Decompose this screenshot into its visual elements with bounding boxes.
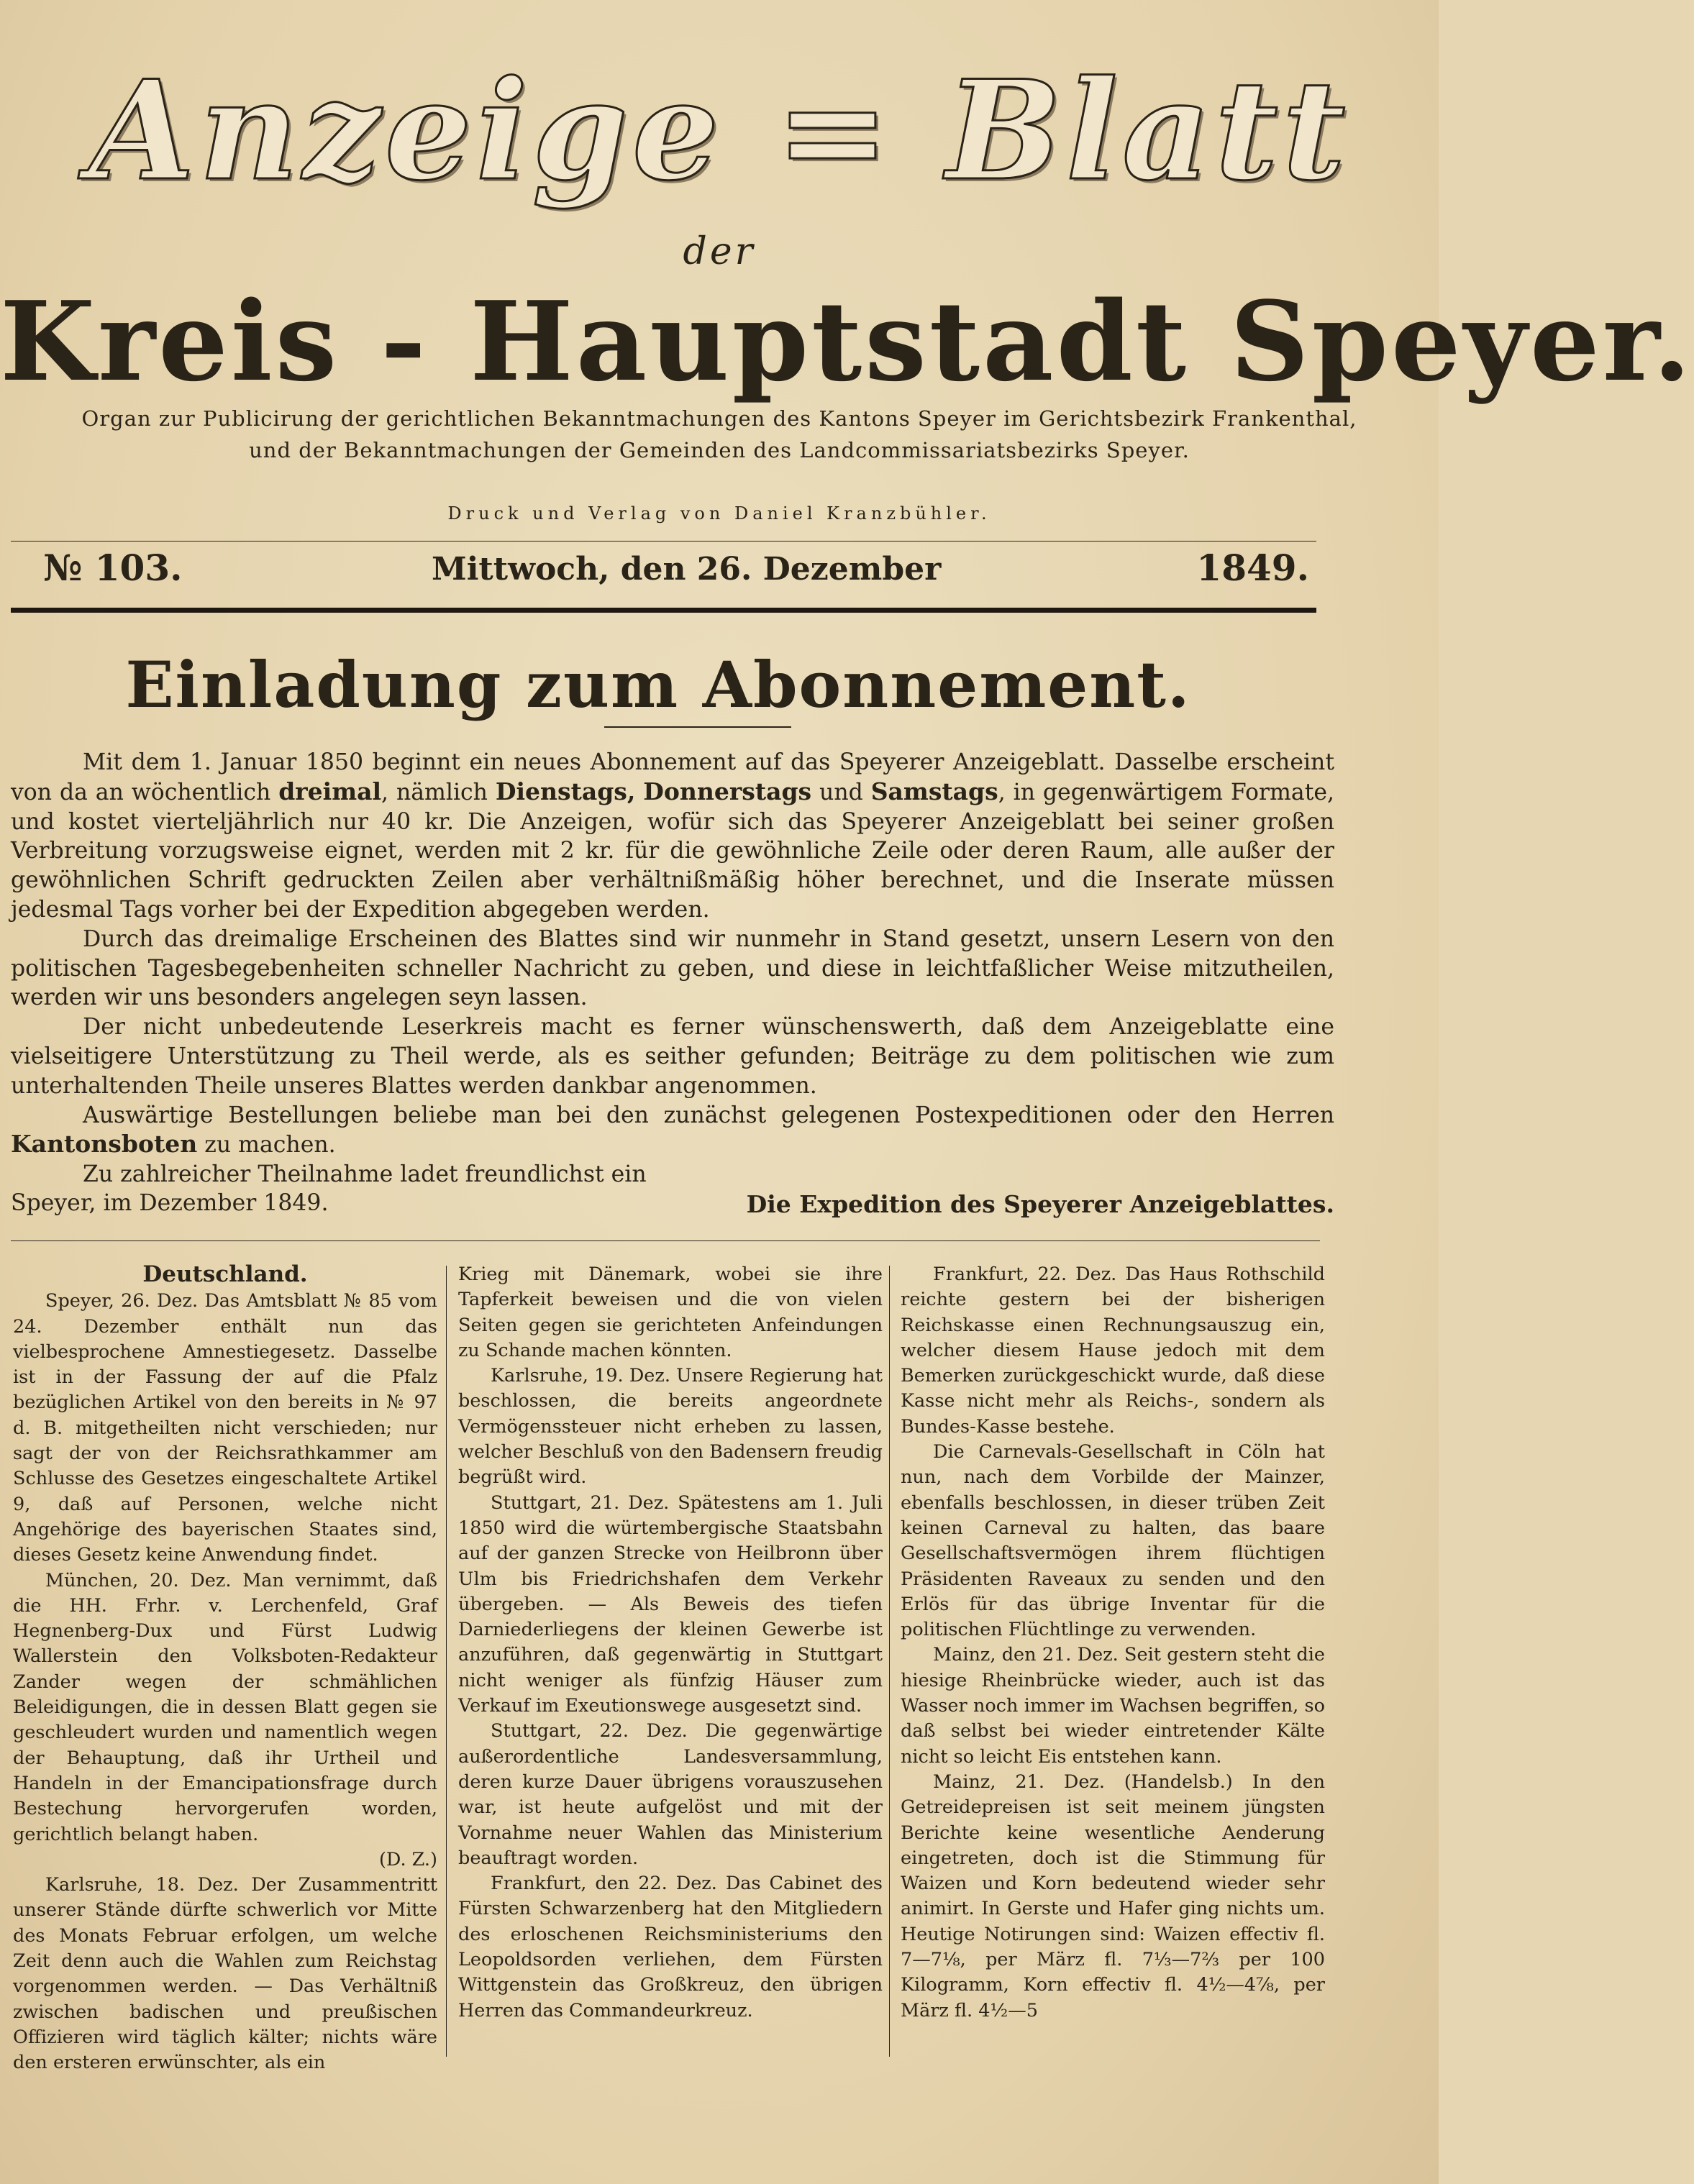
- masthead-title-top: Anzeige = Blatt: [88, 50, 1350, 211]
- notice-paragraph-2: Durch das dreimalige Erscheinen des Blattes sind wir nunmehr in Stand gesetzt, unsern Lesern von den politischen Tagesbegebenheiten schneller Nachricht zu geben, und diese in leichtfaßlicher Weise mitzutheilen, werden wir uns besonders angelegen seyn lassen.: [11, 926, 1334, 1011]
- news-column-2: [458, 1262, 883, 2060]
- issue-year: 1849.: [1196, 547, 1309, 589]
- notice-paragraph-5: Zu zahlreicher Theilnahme ladet freundlichst ein: [83, 1161, 647, 1188]
- news-item: Die Carnevals-Gesellschaft in Cöln hat nun, nach dem Vorbilde der Mainzer, ebenfalls beschlossen, in dieser trüben Zeit keinen Carneval zu halten, das baare Gesellschaftsvermögen ihrem flüchtigen Präsidenten Raveaux zu senden und den Erlös für das übrige Inventar für die politischen Flüchtlinge zu verwenden.: [901, 1441, 1325, 1641]
- notice-paragraph-4: Auswärtige Bestellungen beliebe man bei den zunächst gelegenen Postexpeditionen oder den Herren Kantonsboten zu machen.: [11, 1102, 1334, 1159]
- subscription-notice: [11, 748, 1334, 1189]
- notice-paragraph-1: Mit dem 1. Januar 1850 beginnt ein neues Abonnement auf das Speyerer Anzeigeblatt. Dasselbe erscheint von da an wöchentlich dreimal, nämlich Dienstags, Donnerstags und Samstags, in gegenwärtigem Formate, und kostet vierteljährlich nur 40 kr. Die Anzeigen, wofür sich das Speyerer Anzeigeblatt bei seiner großen Verbreitung vorzugsweise eignet, werden mit 2 kr. für die gewöhnliche Zeile oder deren Raum, alle außer der gewöhnlichen Schrift gedruckten Zeilen aber verhältnißmäßig höher berechnet, und die Inserate müssen jedesmal Tags vorher bei der Expedition abgegeben werden.: [11, 749, 1335, 923]
- news-item: Stuttgart, 22. Dez. Die gegenwärtige außerordentliche Landesversammlung, deren kurze Dauer übrigens vorauszusehen war, ist heute aufgelöst und mit der Vornahme neuer Wahlen das Ministerium beauftragt worden.: [458, 1720, 883, 1869]
- headline: Einladung zum Abonnement.: [125, 647, 1191, 722]
- news-item: Frankfurt, 22. Dez. Das Haus Rothschild reichte gestern bei der bisherigen Reichskasse einen Rechnungsauszug ein, welcher diesem Hause jedoch mit dem Bemerken zurückgeschickt wurde, daß diese Kasse nicht mehr als Reichs-, sondern als Bundes-Kasse bestehe.: [901, 1264, 1325, 1438]
- emphasis-samstags: Samstags: [870, 777, 998, 805]
- news-item: Mainz, 21. Dez. (Handelsb.) In den Getreidepreisen ist seit meinem jüngsten Berichte keine wesentliche Aenderung eingetreten, doch ist die Stimmung für Waizen und Korn bedeutend wieder sehr animirt. In Gerste und Hafer ging nichts um. Heutige Notirungen sind: Waizen effectiv fl. 7—7⅛, per März fl. 7⅓—7⅔ per 100 Kilogramm, Korn effectiv fl. 4½—4⅞, per März fl. 4½—5: [901, 1770, 1325, 2021]
- rule-above-dateline: [11, 541, 1316, 542]
- emphasis-dienstags: Dienstags: [495, 777, 627, 805]
- issue-date: Mittwoch, den 26. Dezember: [432, 551, 942, 588]
- signature-place: Speyer, im Dezember 1849.: [11, 1190, 329, 1216]
- news-item: Speyer, 26. Dez. Das Amtsblatt № 85 vom 24. Dezember enthält nun das vielbesprochene Amnestiegesetz. Dasselbe ist in der Fassung der auf die Pfalz bezüglichen Artikel von den bereits in № 97 d. B. mitgetheilten nicht verschieden; nur sagt der von der Reichsrathkammer am Schlusse des Gesetzes eingeschaltete Artikel 9, daß auf Personen, welche nicht Angehörige des bayerischen Staates sind, dieses Gesetz keine Anwendung findet.: [13, 1290, 437, 1566]
- news-item: Frankfurt, den 22. Dez. Das Cabinet des Fürsten Schwarzenberg hat den Mitgliedern des erloschenen Reichsministeriums den Leopoldsorden verliehen, dem Fürsten Wittgenstein das Großkreuz, den übrigen Herren das Commandeurkreuz.: [458, 1873, 883, 2021]
- notice-signature: [11, 1190, 1334, 1223]
- notice-paragraph-3: Der nicht unbedeutende Leserkreis macht es ferner wünschenswerth, daß dem Anzeigeblatte eine vielseitigere Unterstützung zu Theil werde, als es seither gefunden; Beiträge zu dem politischen wie zum unterhaltenden Theile unseres Blattes werden dankbar angenommen.: [11, 1014, 1334, 1099]
- column-divider-2: [889, 1266, 890, 2057]
- news-item: Stuttgart, 21. Dez. Spätestens am 1. Juli 1850 wird die würtembergische Staatsbahn auf der ganzen Strecke von Heilbronn über Ulm bis Friedrichshafen dem Verkehr übergeben. — Als Beweis des tiefen Darniederliegens der kleinen Gewerbe ist anzuführen, daß gegenwärtig in Stuttgart nicht weniger als fünfzig Häuser zum Verkauf im Exeutionswege ausgesetzt sind.: [458, 1491, 883, 1717]
- dateline: [43, 547, 1309, 597]
- emphasis-kantonsboten: Kantonsboten: [11, 1130, 198, 1159]
- emphasis-donnerstags: Donnerstags: [643, 777, 812, 805]
- source-attribution: (D. Z.): [378, 1848, 437, 1870]
- subtitle-line-2: und der Bekanntmachungen der Gemeinden des Landcommissariatsbezirks Speyer.: [249, 438, 1190, 462]
- masthead-subtitle: [79, 403, 1360, 466]
- news-item: Mainz, den 21. Dez. Seit gestern steht die hiesige Rheinbrücke wieder, auch ist das Wasser noch immer im Wachsen begriffen, so daß selbst bei wieder eintretender Kälte nicht so leicht Eis entstehen kann.: [901, 1644, 1325, 1768]
- news-column-3: [901, 1262, 1325, 2060]
- headline-rule: [604, 726, 791, 728]
- masthead-der: der: [683, 230, 756, 273]
- issue-number: № 103.: [43, 547, 183, 589]
- signature-issuer: Die Expedition des Speyerer Anzeigeblattes.: [746, 1190, 1334, 1218]
- masthead-title-main: Kreis - Hauptstadt Speyer.: [0, 277, 1694, 406]
- column-divider-1: [446, 1266, 447, 2057]
- news-item: München, 20. Dez. Man vernimmt, daß die HH. Frhr. v. Lerchenfeld, Graf Hegnenberg-Dux und Fürst Ludwig Wallerstein den Volksboten-Redakteur Zander wegen der schmählichen Beleidigungen, die in dessen Blatt gegen sie geschleudert wurden und namentlich wegen der Behauptung, daß ihr Urtheil und Handeln in der Emancipationsfrage durch Bestechung hervorgerufen worden, gerichtlich belangt haben.: [13, 1569, 437, 1845]
- emphasis-dreimal: dreimal: [278, 777, 382, 805]
- rule-below-dateline: [11, 608, 1316, 613]
- subtitle-line-1: Organ zur Publicirung der gerichtlichen Bekanntmachungen des Kantons Speyer im Gerichtsbezirk Frankenthal,: [81, 406, 1357, 431]
- section-heading: Deutschland.: [142, 1261, 308, 1287]
- news-item: Karlsruhe, 18. Dez. Der Zusammentritt unserer Stände dürfte schwerlich vor Mitte des Monats Februar erfolgen, um welche Zeit denn auch die Wahlen zum Reichstag vorgenommen werden. — Das Verhältniß zwischen badischen und preußischen Offizieren wird täglich kälter; nichts wäre den ersteren erwünschter, als ein: [13, 1874, 437, 2074]
- printer-line: Druck und Verlag von Daniel Kranzbühler.: [447, 503, 991, 524]
- news-item: Krieg mit Dänemark, wobei sie ihre Tapferkeit beweisen und die von vielen Seiten gegen sie gerichteten Anfeindungen zu Schande machen könnten.: [458, 1264, 883, 1361]
- news-column-1: [13, 1261, 437, 2074]
- news-item: Karlsruhe, 19. Dez. Unsere Regierung hat beschlossen, die bereits angeordnete Vermögenssteuer nicht erheben zu lassen, welcher Beschluß von den Badensern freudig begrüßt wird.: [458, 1365, 883, 1489]
